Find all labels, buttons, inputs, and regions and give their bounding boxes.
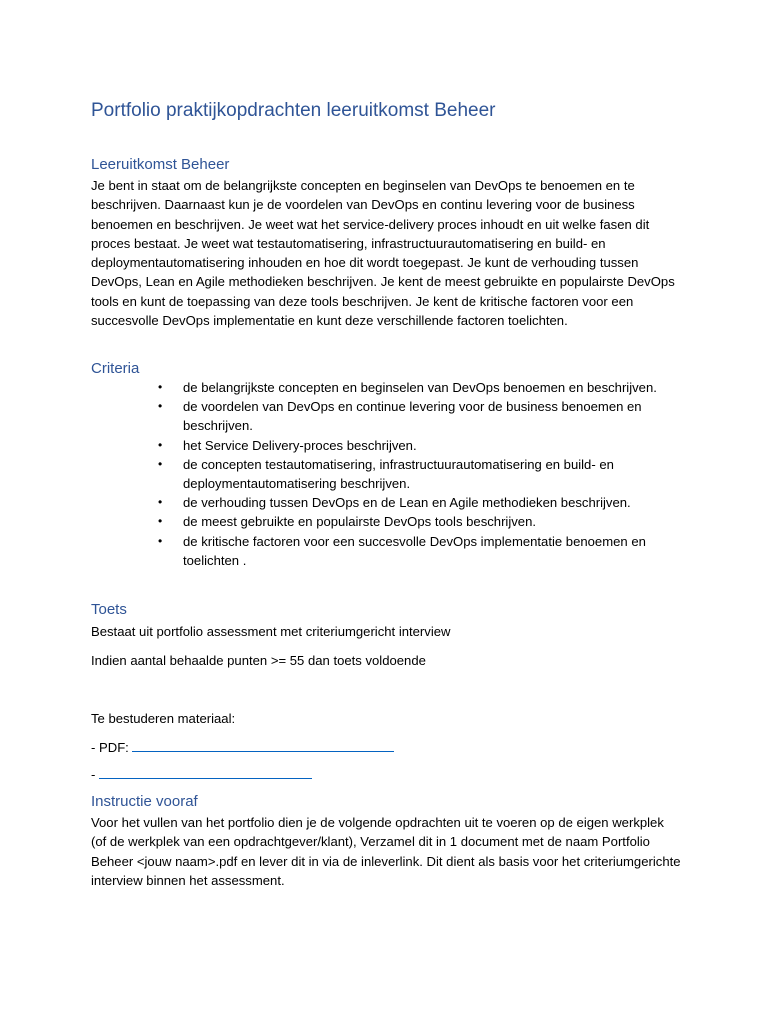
- bullet-icon: •: [158, 399, 163, 414]
- bullet-icon: •: [158, 514, 163, 529]
- toets-line-2: Indien aantal behaalde punten >= 55 dan toets voldoende: [91, 653, 426, 668]
- bullet-icon: •: [158, 456, 163, 471]
- heading-toets: Toets: [91, 601, 127, 618]
- criteria-item-text: het Service Delivery-proces beschrijven.: [183, 437, 417, 453]
- toets-line-1: Bestaat uit portfolio assessment met criteriumgericht interview: [91, 624, 451, 639]
- criteria-item-text: de voordelen van DevOps en continue levering voor de business benoemen en beschrijven.: [183, 399, 642, 434]
- bullet-icon: •: [158, 495, 163, 510]
- materiaal-label: Te bestuderen materiaal:: [91, 711, 236, 726]
- criteria-item-text: de meest gebruikte en populairste DevOps tools beschrijven.: [183, 514, 536, 530]
- criteria-item: [91, 493, 683, 512]
- bullet-icon: •: [158, 533, 163, 548]
- criteria-item: [91, 512, 683, 531]
- bullet-icon: •: [158, 380, 163, 394]
- criteria-item-text: de belangrijkste concepten en beginselen van DevOps benoemen en beschrijven.: [183, 380, 657, 395]
- pdf-line: [91, 737, 394, 757]
- criteria-list: [91, 378, 691, 570]
- criteria-item-text: de concepten testautomatisering, infrastructuurautomatisering en build- en deploymentautomatisering beschrijven.: [183, 456, 614, 492]
- pdf-link[interactable]: [132, 737, 394, 752]
- criteria-item-text: de kritische factoren voor een succesvolle DevOps implementatie benoemen en toelichten .: [183, 533, 646, 568]
- pdf-prefix: - PDF:: [91, 740, 133, 755]
- document-title: Portfolio praktijkopdrachten leeruitkomst Beheer: [91, 100, 496, 121]
- heading-criteria: Criteria: [91, 360, 140, 377]
- criteria-item: [91, 436, 683, 455]
- leeruitkomst-body: Je bent in staat om de belangrijkste concepten en beginselen van DevOps te benoemen en te beschrijven. Daarnaast kun je de voordelen van DevOps en continu levering voor de business benoemen en beschrijven. Je weet wat het service-delivery proces inhoudt en uit welke fasen dit proces bestaat. Je weet wat testautomatisering, infrastructuurautomatisering en build- en deploymentautomatisering inhouden en hoe dit wordt toegepast. Je kunt de verhouding tussen DevOps, Lean en Agile methodieken beschrijven. Je kent de meest gebruikte en populairste DevOps tools en kunt de toepassing van deze tools beschrijven. Je kent de kritische factoren voor een succesvolle DevOps implementatie en kunt deze verschillende factoren toelichten.: [91, 178, 675, 329]
- heading-leeruitkomst: Leeruitkomst Beheer: [91, 156, 230, 173]
- dash-line: [91, 764, 312, 784]
- heading-instructie: Instructie vooraf: [91, 793, 198, 810]
- instructie-body: Voor het vullen van het portfolio dien je de volgende opdrachten uit te voeren op de eigen werkplek (of de werkplek van een opdrachtgever/klant), Verzamel dit in 1 document met de naam Portfolio Beheer <jouw naam>.pdf en lever dit in via de inleverlink. Dit dient als basis voor het criteriumgerichte interview binnen het assessment.: [91, 815, 681, 888]
- dash-prefix: -: [91, 767, 99, 782]
- criteria-item: [91, 378, 683, 397]
- bullet-icon: •: [158, 437, 163, 452]
- criteria-item: [91, 455, 683, 493]
- criteria-item: [91, 532, 683, 570]
- material-link[interactable]: [99, 764, 312, 779]
- criteria-item: [91, 397, 683, 435]
- criteria-item-text: de verhouding tussen DevOps en de Lean en Agile methodieken beschrijven.: [183, 495, 631, 511]
